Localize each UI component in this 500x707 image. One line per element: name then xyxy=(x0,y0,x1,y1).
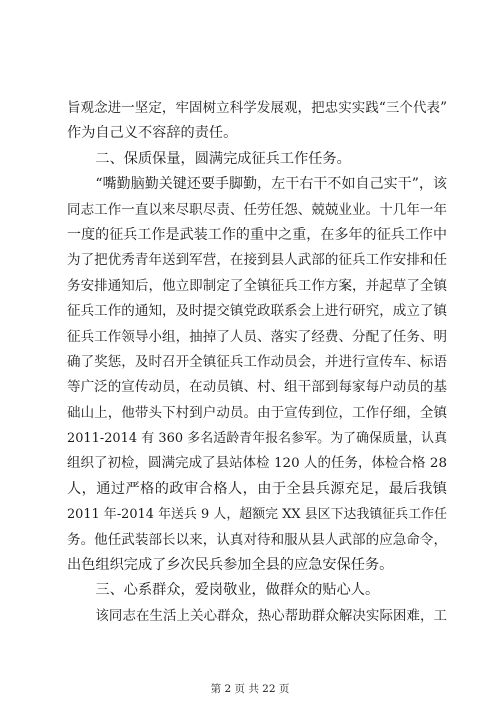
text-line: 人，通过严格的政审合格人，由于全县兵源充足，最后我镇 xyxy=(67,480,447,497)
text-line: 础山上，他带头下村到户动员。由于宣传到位，工作仔细，全镇 xyxy=(67,404,447,421)
text-line: 一度的征兵工作是武装工作的重中之重，在多年的征兵工作中 xyxy=(67,226,447,243)
text-line: 确了奖惩，及时召开全镇征兵工作动员会，并进行宣传车、标语 xyxy=(67,353,447,370)
text-line: 该同志在生活上关心群众，热心帮助群众解决实际困难，工 xyxy=(95,608,447,624)
page-footer: 第 2 页 共 22 页 xyxy=(210,683,290,695)
text-line: 二、保质保量，圆满完成征兵工作任务。 xyxy=(95,150,351,167)
body-text xyxy=(67,96,447,629)
text-line: 为了把优秀青年送到军营，在接到县人武部的征兵工作安排和任 xyxy=(67,252,447,269)
text-line: 组织了初检，圆满完成了县站体检 120 人的任务，体检合格 28 xyxy=(67,456,447,472)
text-line: 2011-2014 有 360 多名适龄青年报名参军。为了确保质量，认真 xyxy=(67,431,447,447)
text-line: 等广泛的宣传动员，在动员镇、村、组干部到每家每户动员的基 xyxy=(67,379,447,396)
text-line: 2011 年-2014 年送兵 9 人，超额完 XX 县区下达我镇征兵工作任 xyxy=(67,507,447,523)
text-line: 三、心系群众，爱岗敬业，做群众的贴心人。 xyxy=(95,582,380,599)
text-line: 同志工作一直以来尽职尽责、任劳任怨、兢兢业业。十几年一年 xyxy=(67,201,447,218)
text-line: 征兵工作的通知，及时提交镇党政联系会上进行研究，成立了镇 xyxy=(67,303,447,320)
text-line: “嘴勤脑勤关键还要手脚勤，左干右干不如自己实干”，该 xyxy=(95,176,447,193)
text-line: 出色组织完成了乡次民兵参加全县的应急安保任务。 xyxy=(67,557,394,574)
text-line: 务安排通知后，他立即制定了全镇征兵工作方案，并起草了全镇 xyxy=(67,277,447,294)
text-line: 旨观念进一坚定，牢固树立科学发展观，把忠实实践“三个代表” xyxy=(67,100,447,116)
text-line: 作为自己义不容辞的责任。 xyxy=(67,125,238,142)
text-line: 征兵工作领导小组，抽掉了人员、落实了经费、分配了任务、明 xyxy=(67,328,447,345)
text-line: 务。他任武装部长以来，认真对待和服从县人武部的应急命令， xyxy=(67,531,447,548)
